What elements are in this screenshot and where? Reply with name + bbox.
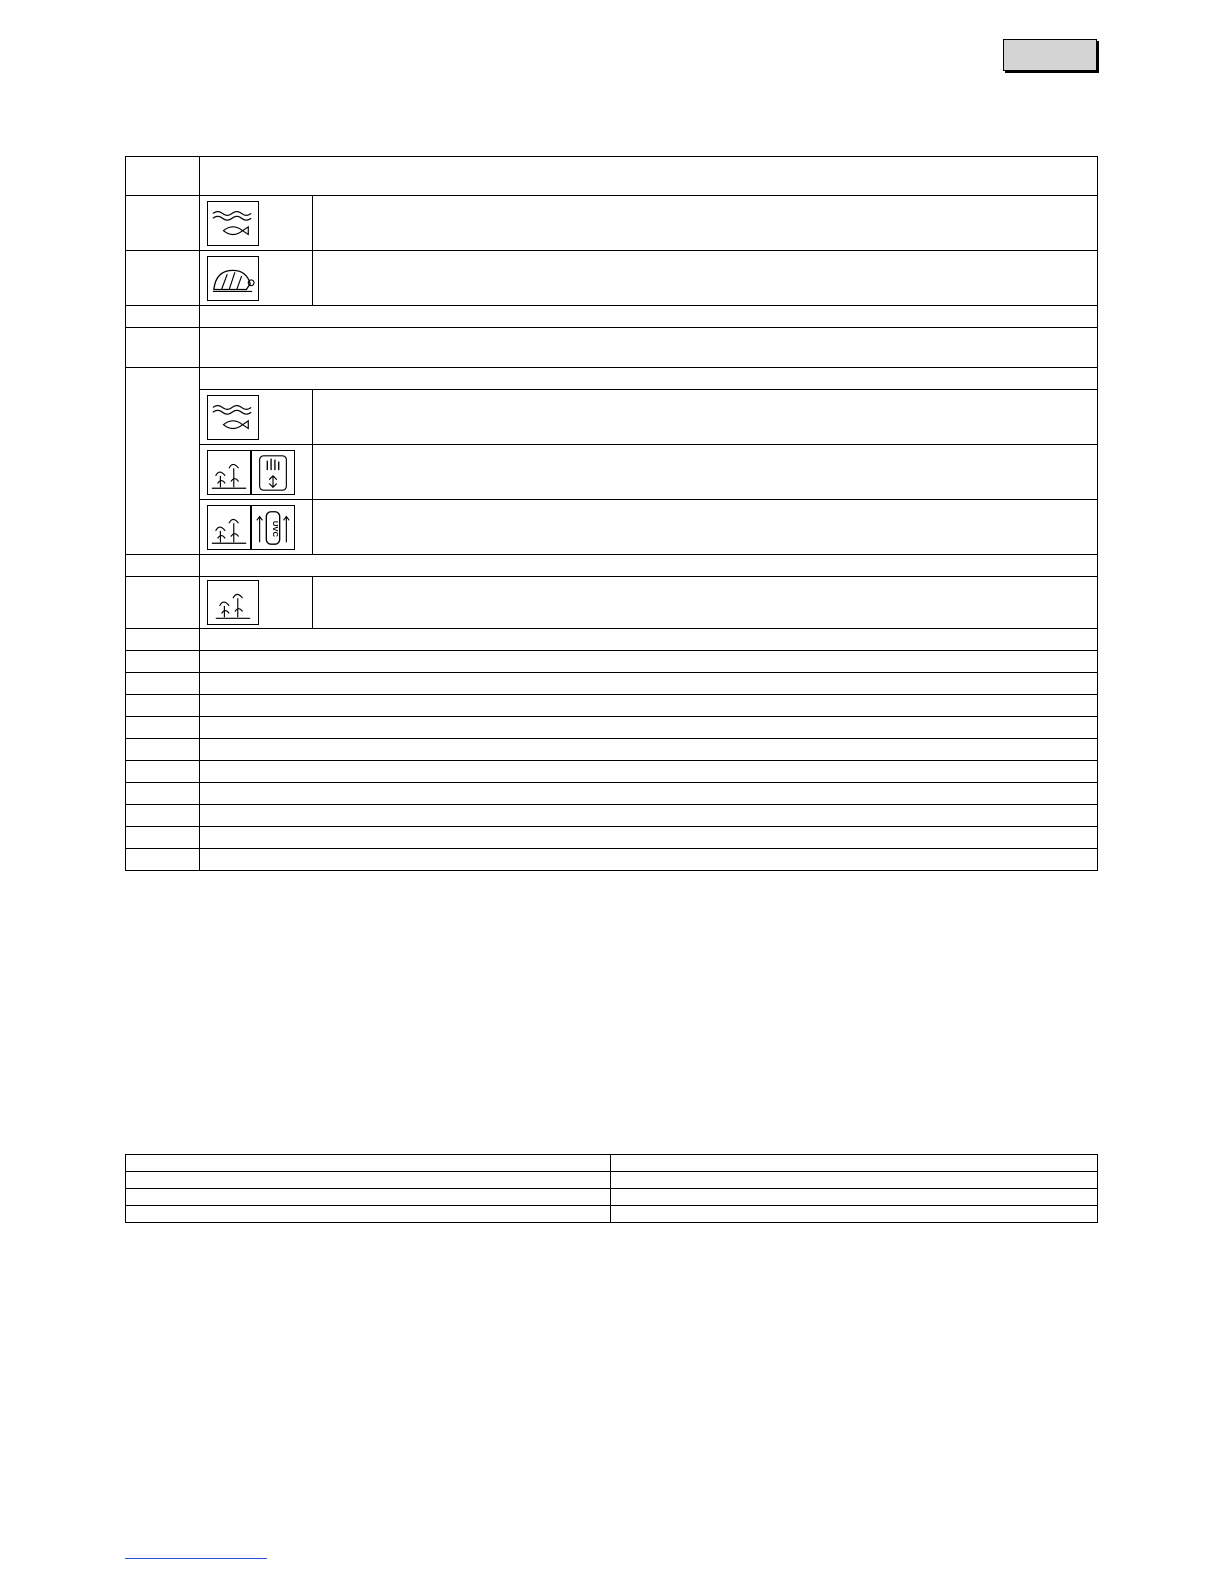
spec-value-cell [611,1155,1098,1172]
row-text-cell [200,783,1098,805]
row-number-cell [126,629,200,651]
row-text-cell [200,739,1098,761]
row-text-cell [313,390,1098,445]
table-row [126,629,1098,651]
row-text-cell [313,445,1098,500]
table-row [126,651,1098,673]
table-row [126,1189,1098,1206]
row-text-cell [200,306,1098,328]
spec-label-cell [126,1189,611,1206]
footnote-separator-line [125,1558,267,1559]
table-row [126,695,1098,717]
row-number-cell [126,673,200,695]
table-row [126,849,1098,871]
hand-adjust-arrow-icon [251,450,295,495]
row-text-cell [200,555,1098,577]
row-text-cell [313,577,1098,629]
table-row [126,306,1098,328]
row-number-cell [126,695,200,717]
row-number-cell [126,739,200,761]
table-row [126,251,1098,306]
row-number-cell [126,555,200,577]
table-row [126,1155,1098,1172]
uvc-lamp-icon [251,505,295,550]
row-text-cell [313,251,1098,306]
row-text-cell [200,827,1098,849]
row-number-cell [126,157,200,196]
row-number-cell [126,717,200,739]
main-instructions-table [125,156,1098,871]
table-row [126,739,1098,761]
language-tab-box [1003,39,1097,71]
row-text-cell [200,368,1098,390]
uvc-label: UVC [271,520,280,537]
row-number-cell [126,827,200,849]
row-number-cell [126,783,200,805]
plants-icon [207,580,259,625]
table-row [126,577,1098,629]
row-text-cell [313,196,1098,251]
table-row [126,1206,1098,1223]
row-number-cell [126,306,200,328]
row-text-cell [200,805,1098,827]
spec-value-cell [611,1189,1098,1206]
table-row [126,1172,1098,1189]
row-text-cell [200,629,1098,651]
spec-label-cell [126,1206,611,1223]
row-text-cell [200,695,1098,717]
row-number-cell [126,251,200,306]
turtle-icon [207,256,259,301]
row-text-cell [313,500,1098,555]
table-row [126,783,1098,805]
spec-label-cell [126,1155,611,1172]
row-number-cell [126,849,200,871]
fish-with-waves-icon [207,201,259,246]
row-text-cell [200,673,1098,695]
pictogram-cell [200,390,313,445]
table-row [126,555,1098,577]
row-number-cell [126,761,200,783]
row-text-cell [200,761,1098,783]
pictogram-cell [200,445,313,500]
row-text-cell [200,328,1098,368]
table-row [126,390,1098,445]
row-number-cell [126,328,200,368]
table-row [126,805,1098,827]
spec-value-cell [611,1172,1098,1189]
plants-icon [207,450,251,495]
fish-with-waves-icon [207,395,259,440]
row-text-cell [200,849,1098,871]
technical-data-table [125,1154,1098,1223]
spec-label-cell [126,1172,611,1189]
table-row [126,673,1098,695]
row-number-cell [126,368,200,555]
table-row [126,500,1098,555]
row-number-cell [126,805,200,827]
row-number-cell [126,651,200,673]
row-number-cell [126,196,200,251]
table-row [126,761,1098,783]
table-row [126,717,1098,739]
row-text-cell [200,717,1098,739]
table-row [126,157,1098,196]
row-number-cell [126,577,200,629]
table-row [126,328,1098,368]
pictogram-cell [200,196,313,251]
row-text-cell [200,651,1098,673]
table-row [126,196,1098,251]
pictogram-cell [200,251,313,306]
pictogram-cell [200,577,313,629]
plants-icon [207,505,251,550]
table-row [126,368,1098,390]
row-text-cell [200,157,1098,196]
spec-value-cell [611,1206,1098,1223]
pictogram-cell [200,500,313,555]
table-row [126,445,1098,500]
table-row [126,827,1098,849]
